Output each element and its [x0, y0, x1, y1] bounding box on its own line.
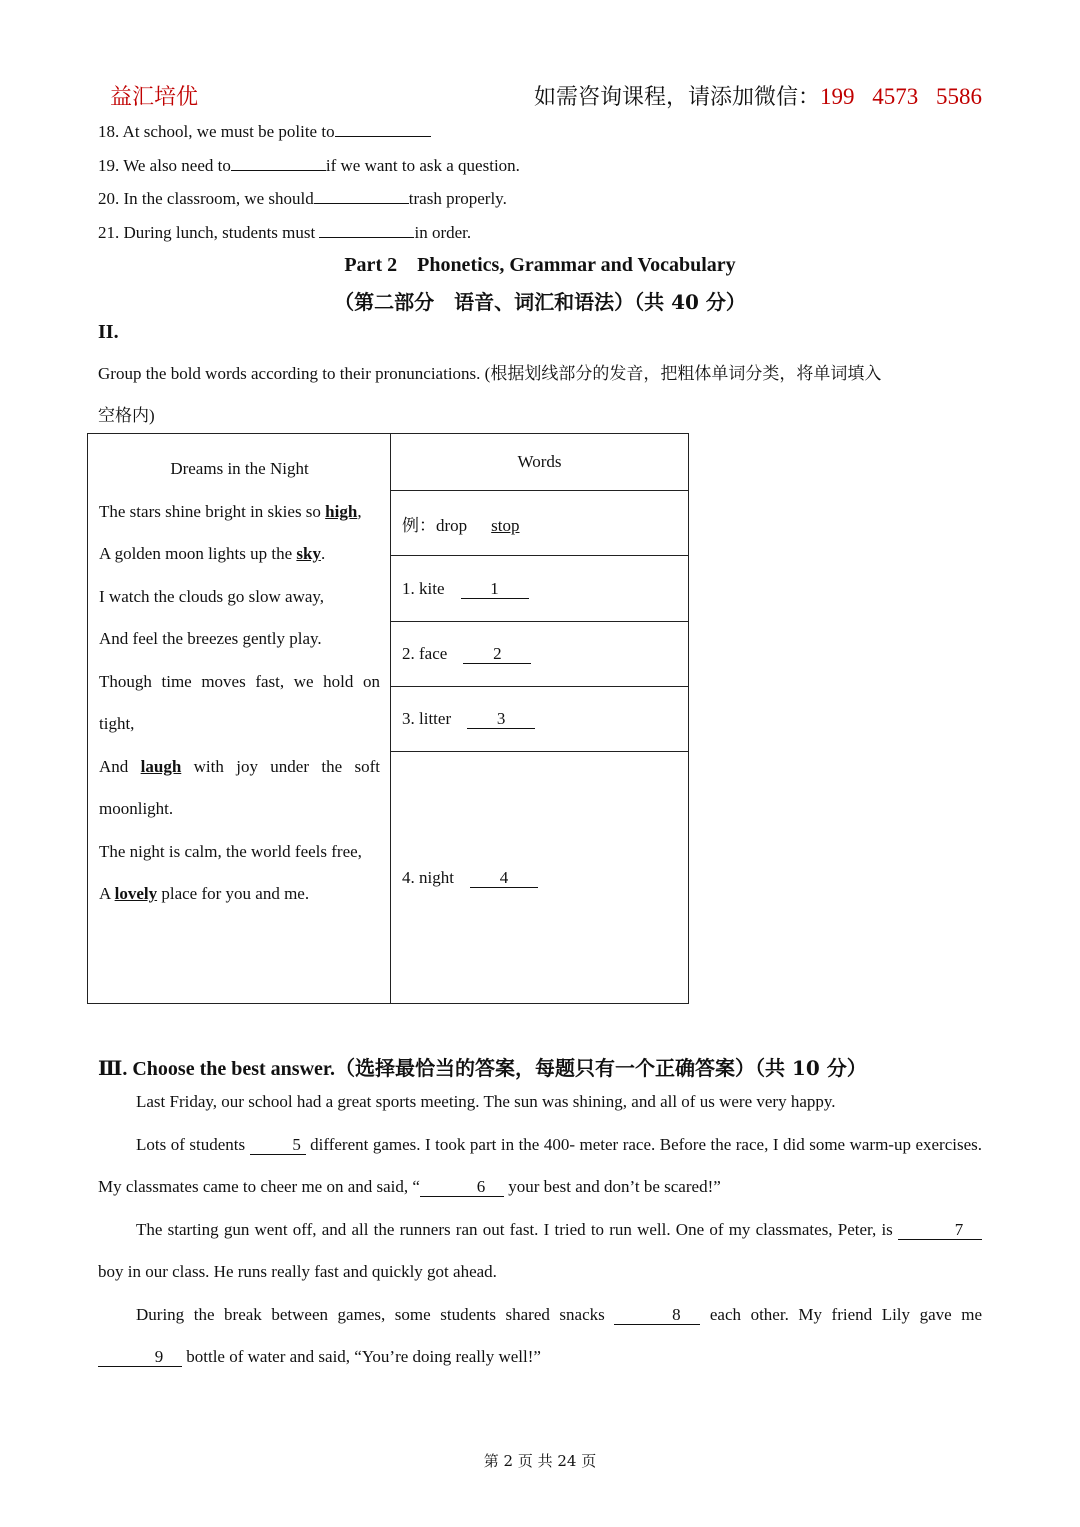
- section-ii-label: II.: [98, 321, 119, 343]
- question-text: 21. During lunch, students must: [98, 223, 320, 242]
- poem-line: A golden moon lights up the sky.: [99, 544, 326, 563]
- poem-line: And feel the breezes gently play.: [99, 629, 322, 648]
- words-header: Words: [391, 434, 689, 491]
- question-text-after: in order.: [414, 223, 472, 242]
- word-row-3: [391, 686, 689, 751]
- section-ii-instruction: Group the bold words according to their pronunciations. (根据划线部分的发音，把粗体单词分类，将单词填入: [98, 364, 882, 383]
- pronunciation-table: [87, 433, 689, 1004]
- poem-line: I watch the clouds go slow away,: [99, 586, 325, 606]
- contact-phone: 199 4573 5586: [820, 84, 982, 109]
- word-label: 4. night: [402, 867, 454, 887]
- word-label: 2. face: [402, 643, 448, 663]
- question-text: 19. We also need to: [98, 156, 231, 175]
- section-iii-note: （选择最恰当的答案，每题只有一个正确答案）（共 10 分）: [334, 1056, 867, 1080]
- bold-word: high: [325, 501, 358, 521]
- blank-5: 5: [250, 1136, 306, 1155]
- question-19: [98, 154, 520, 176]
- story-paragraph: The starting gun went off, and all the runners ran out fast. I tried to run well. One of my classmates, Peter, is 7 boy in our class. He runs really fast and quickly got ahead.: [98, 1209, 982, 1294]
- answer-blank: 2: [463, 645, 531, 664]
- question-text: 18. At school, we must be polite to: [98, 122, 335, 141]
- part-title: Part 2 Phonetics, Grammar and Vocabulary: [344, 254, 736, 276]
- word-row-2: [391, 621, 689, 686]
- poem-title: Dreams in the Night: [170, 459, 309, 478]
- answer-blank: [231, 154, 326, 171]
- blank-9: 9: [98, 1348, 182, 1367]
- story-passage: [98, 1081, 982, 1379]
- word-row-4: [391, 752, 689, 1004]
- answer-blank: [335, 120, 431, 137]
- blank-6: 6: [420, 1178, 504, 1197]
- part-subtitle: （第二部分 语音、词汇和语法）（共 40 分）: [334, 290, 746, 314]
- question-text-after: trash properly.: [408, 189, 507, 208]
- answer-blank: 4: [470, 869, 538, 888]
- section-iii-label: Ⅲ. Choose the best answer.: [98, 1058, 335, 1080]
- answer-blank: [319, 221, 414, 238]
- poem-line: The stars shine bright in skies so high,: [99, 501, 362, 521]
- bold-word: sky: [296, 544, 321, 563]
- question-text: 20. In the classroom, we should: [98, 189, 314, 208]
- blank-8: 8: [614, 1306, 700, 1325]
- poem-line: A lovely place for you and me.: [99, 884, 310, 903]
- example-answer: stop: [491, 515, 520, 535]
- word-row-1: [391, 556, 689, 621]
- story-paragraph: Last Friday, our school had a great sports meeting. The sun was shining, and all of us were very happy.: [136, 1092, 836, 1111]
- question-18: [98, 120, 431, 142]
- question-21: [98, 221, 471, 243]
- question-text-after: if we want to ask a question.: [325, 156, 520, 175]
- question-20: [98, 187, 507, 209]
- blank-7: 7: [898, 1221, 982, 1240]
- example-row: [391, 491, 689, 556]
- story-paragraph: During the break between games, some students shared snacks 8 each other. My friend Lily gave me 9 bottle of water and said, “You’re doing really well!”: [98, 1294, 982, 1379]
- section-iii-heading: [98, 1052, 867, 1081]
- poem-line: Though time moves fast, we hold on tight,: [99, 671, 380, 733]
- poem-cell: [88, 434, 391, 1004]
- bold-word: lovely: [114, 884, 158, 903]
- contact-label: 如需咨询课程，请添加微信：: [533, 85, 820, 110]
- contact-info: [534, 80, 982, 111]
- answer-blank: 3: [467, 710, 535, 729]
- bold-word: laugh: [140, 756, 182, 776]
- example-label: 例：drop: [402, 515, 468, 535]
- word-label: 1. kite: [402, 578, 445, 598]
- poem-line: The night is calm, the world feels free,: [99, 841, 362, 861]
- answer-blank: 1: [461, 580, 529, 599]
- answer-blank: [314, 187, 409, 204]
- page-number: 第 2 页 共 24 页: [483, 1452, 597, 1470]
- brand-name: 益汇培优: [110, 85, 199, 110]
- word-label: 3. litter: [402, 708, 452, 728]
- poem-line: And laugh with joy under the soft moonlight.: [99, 756, 380, 818]
- story-paragraph: Lots of students 5 different games. I took part in the 400- meter race. Before the race, I did some warm-up exercises. My classmates came to cheer me on and said, “ 6 your best and don’t be scared!”: [98, 1134, 983, 1196]
- section-ii-instruction-cont: 空格内): [98, 406, 155, 425]
